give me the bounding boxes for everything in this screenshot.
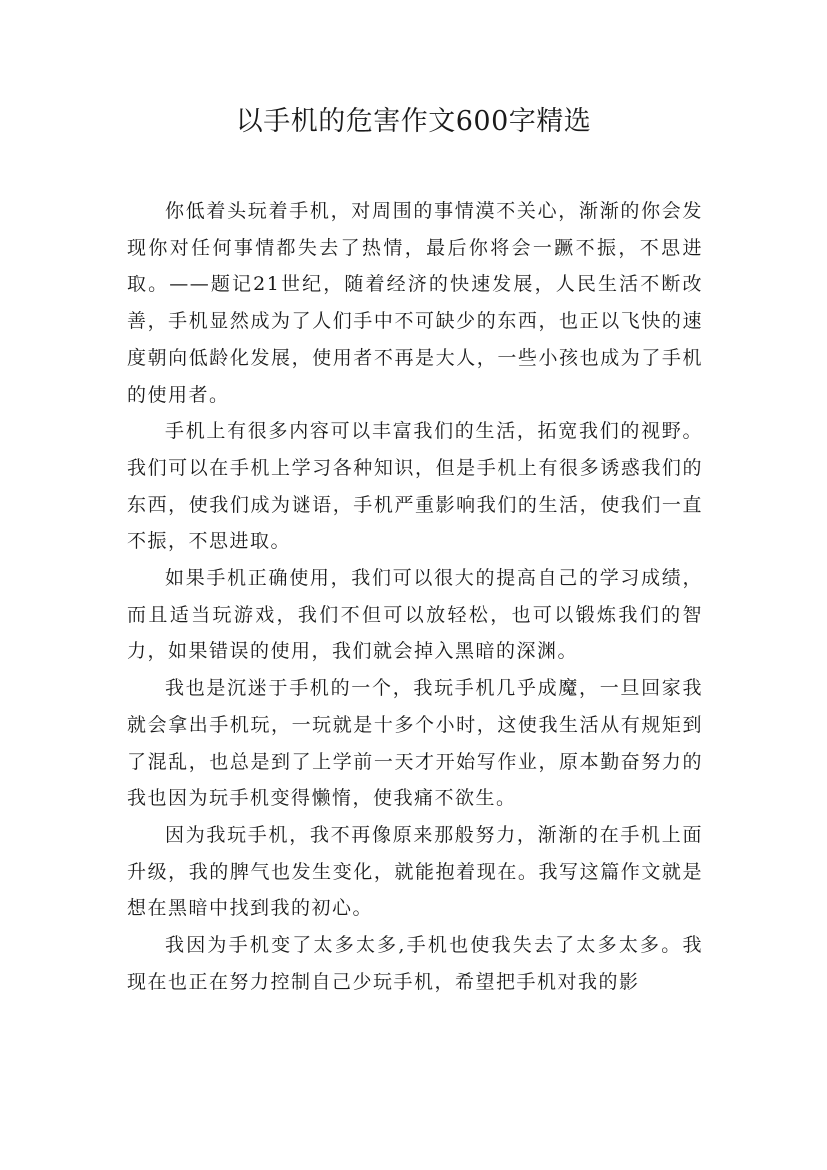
- paragraph: 因为我玩手机，我不再像原来那般努力，渐渐的在手机上面升级，我的脾气也发生变化，就能抱着现在。我写这篇作文就是想在黑暗中找到我的初心。: [127, 823, 703, 920]
- paragraph: 我也是沉迷于手机的一个，我玩手机几乎成魔，一旦回家我就会拿出手机玩，一玩就是十多个小时，这使我生活从有规矩到了混乱，也总是到了上学前一天才开始写作业，原本勤奋努力的我也因为玩手机变得懒惰，使我痛不欲生。: [127, 677, 703, 810]
- document-body: [127, 193, 703, 1000]
- paragraph: 手机上有很多内容可以丰富我们的生活，拓宽我们的视野。我们可以在手机上学习各种知识，但是手机上有很多诱惑我们的东西，使我们成为谜语，手机严重影响我们的生活，使我们一直不振，不思进取。: [127, 420, 703, 553]
- paragraph: 我因为手机变了太多太多,手机也使我失去了太多太多。我现在也正在努力控制自己少玩手机，希望把手机对我的影: [127, 934, 703, 993]
- document-title: 以手机的危害作文600字精选: [235, 106, 592, 137]
- paragraph: 你低着头玩着手机，对周围的事情漠不关心，渐渐的你会发现你对任何事情都失去了热情，最后你将会一蹶不振，不思进取。——题记21世纪，随着经济的快速发展，人民生活不断改善，手机显然成为了人们手中不可缺少的东西，也正以飞快的速度朝向低龄化发展，使用者不再是大人，一些小孩也成为了手机的使用者。: [127, 200, 703, 406]
- paragraph: 如果手机正确使用，我们可以很大的提高自己的学习成绩，而且适当玩游戏，我们不但可以放轻松，也可以锻炼我们的智力，如果错误的使用，我们就会掉入黑暗的深渊。: [127, 567, 703, 663]
